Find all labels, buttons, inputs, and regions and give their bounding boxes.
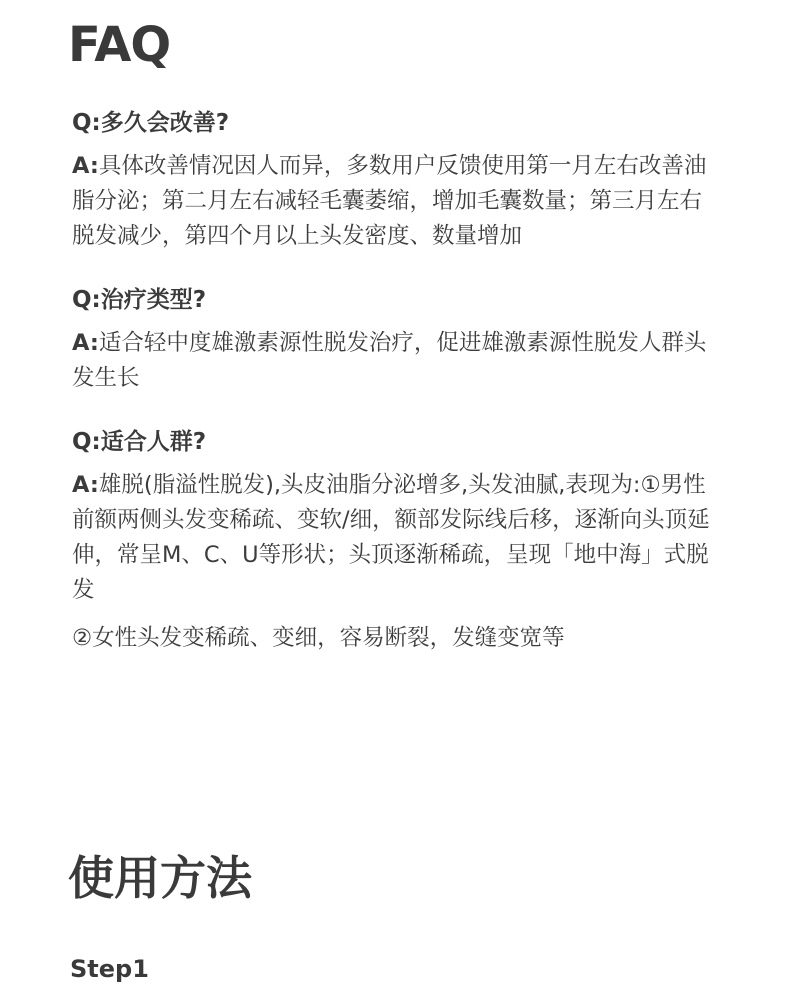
answer-prefix: A: bbox=[72, 153, 99, 179]
faq-list bbox=[72, 106, 722, 685]
faq-question: Q:适合人群? bbox=[72, 429, 207, 455]
faq-question: Q:多久会改善? bbox=[72, 110, 230, 136]
faq-answer bbox=[72, 149, 722, 254]
faq-item-target-group bbox=[72, 425, 722, 656]
answer-text: 雄脱(脂溢性脱发),头皮油脂分泌增多,头发油腻,表现为:①男性前额两侧头发变稀疏、变软/细，额部发际线后移，逐渐向头顶延伸，常呈M、C、U等形状；头顶逐渐稀疏，呈现「地中海」式脱发 bbox=[72, 472, 710, 603]
step-label: Step1 bbox=[70, 955, 149, 983]
faq-answer-extra: ②女性头发变稀疏、变细，容易断裂，发缝变宽等 bbox=[72, 625, 565, 651]
answer-text: 具体改善情况因人而异，多数用户反馈使用第一月左右改善油脂分泌；第二月左右减轻毛囊萎缩，增加毛囊数量；第三月左右脱发减少，第四个月以上头发密度、数量增加 bbox=[72, 153, 707, 249]
usage-title: 使用方法 bbox=[68, 851, 252, 905]
answer-prefix: A: bbox=[72, 472, 99, 498]
faq-item-treatment-type bbox=[72, 283, 722, 396]
answer-prefix: A: bbox=[72, 330, 99, 356]
faq-question: Q:治疗类型? bbox=[72, 287, 207, 313]
faq-title: FAQ bbox=[68, 17, 171, 73]
faq-item-improvement bbox=[72, 106, 722, 254]
answer-text: 适合轻中度雄激素源性脱发治疗，促进雄激素源性脱发人群头发生长 bbox=[72, 330, 707, 391]
faq-answer bbox=[72, 326, 722, 396]
faq-answer bbox=[72, 468, 722, 608]
